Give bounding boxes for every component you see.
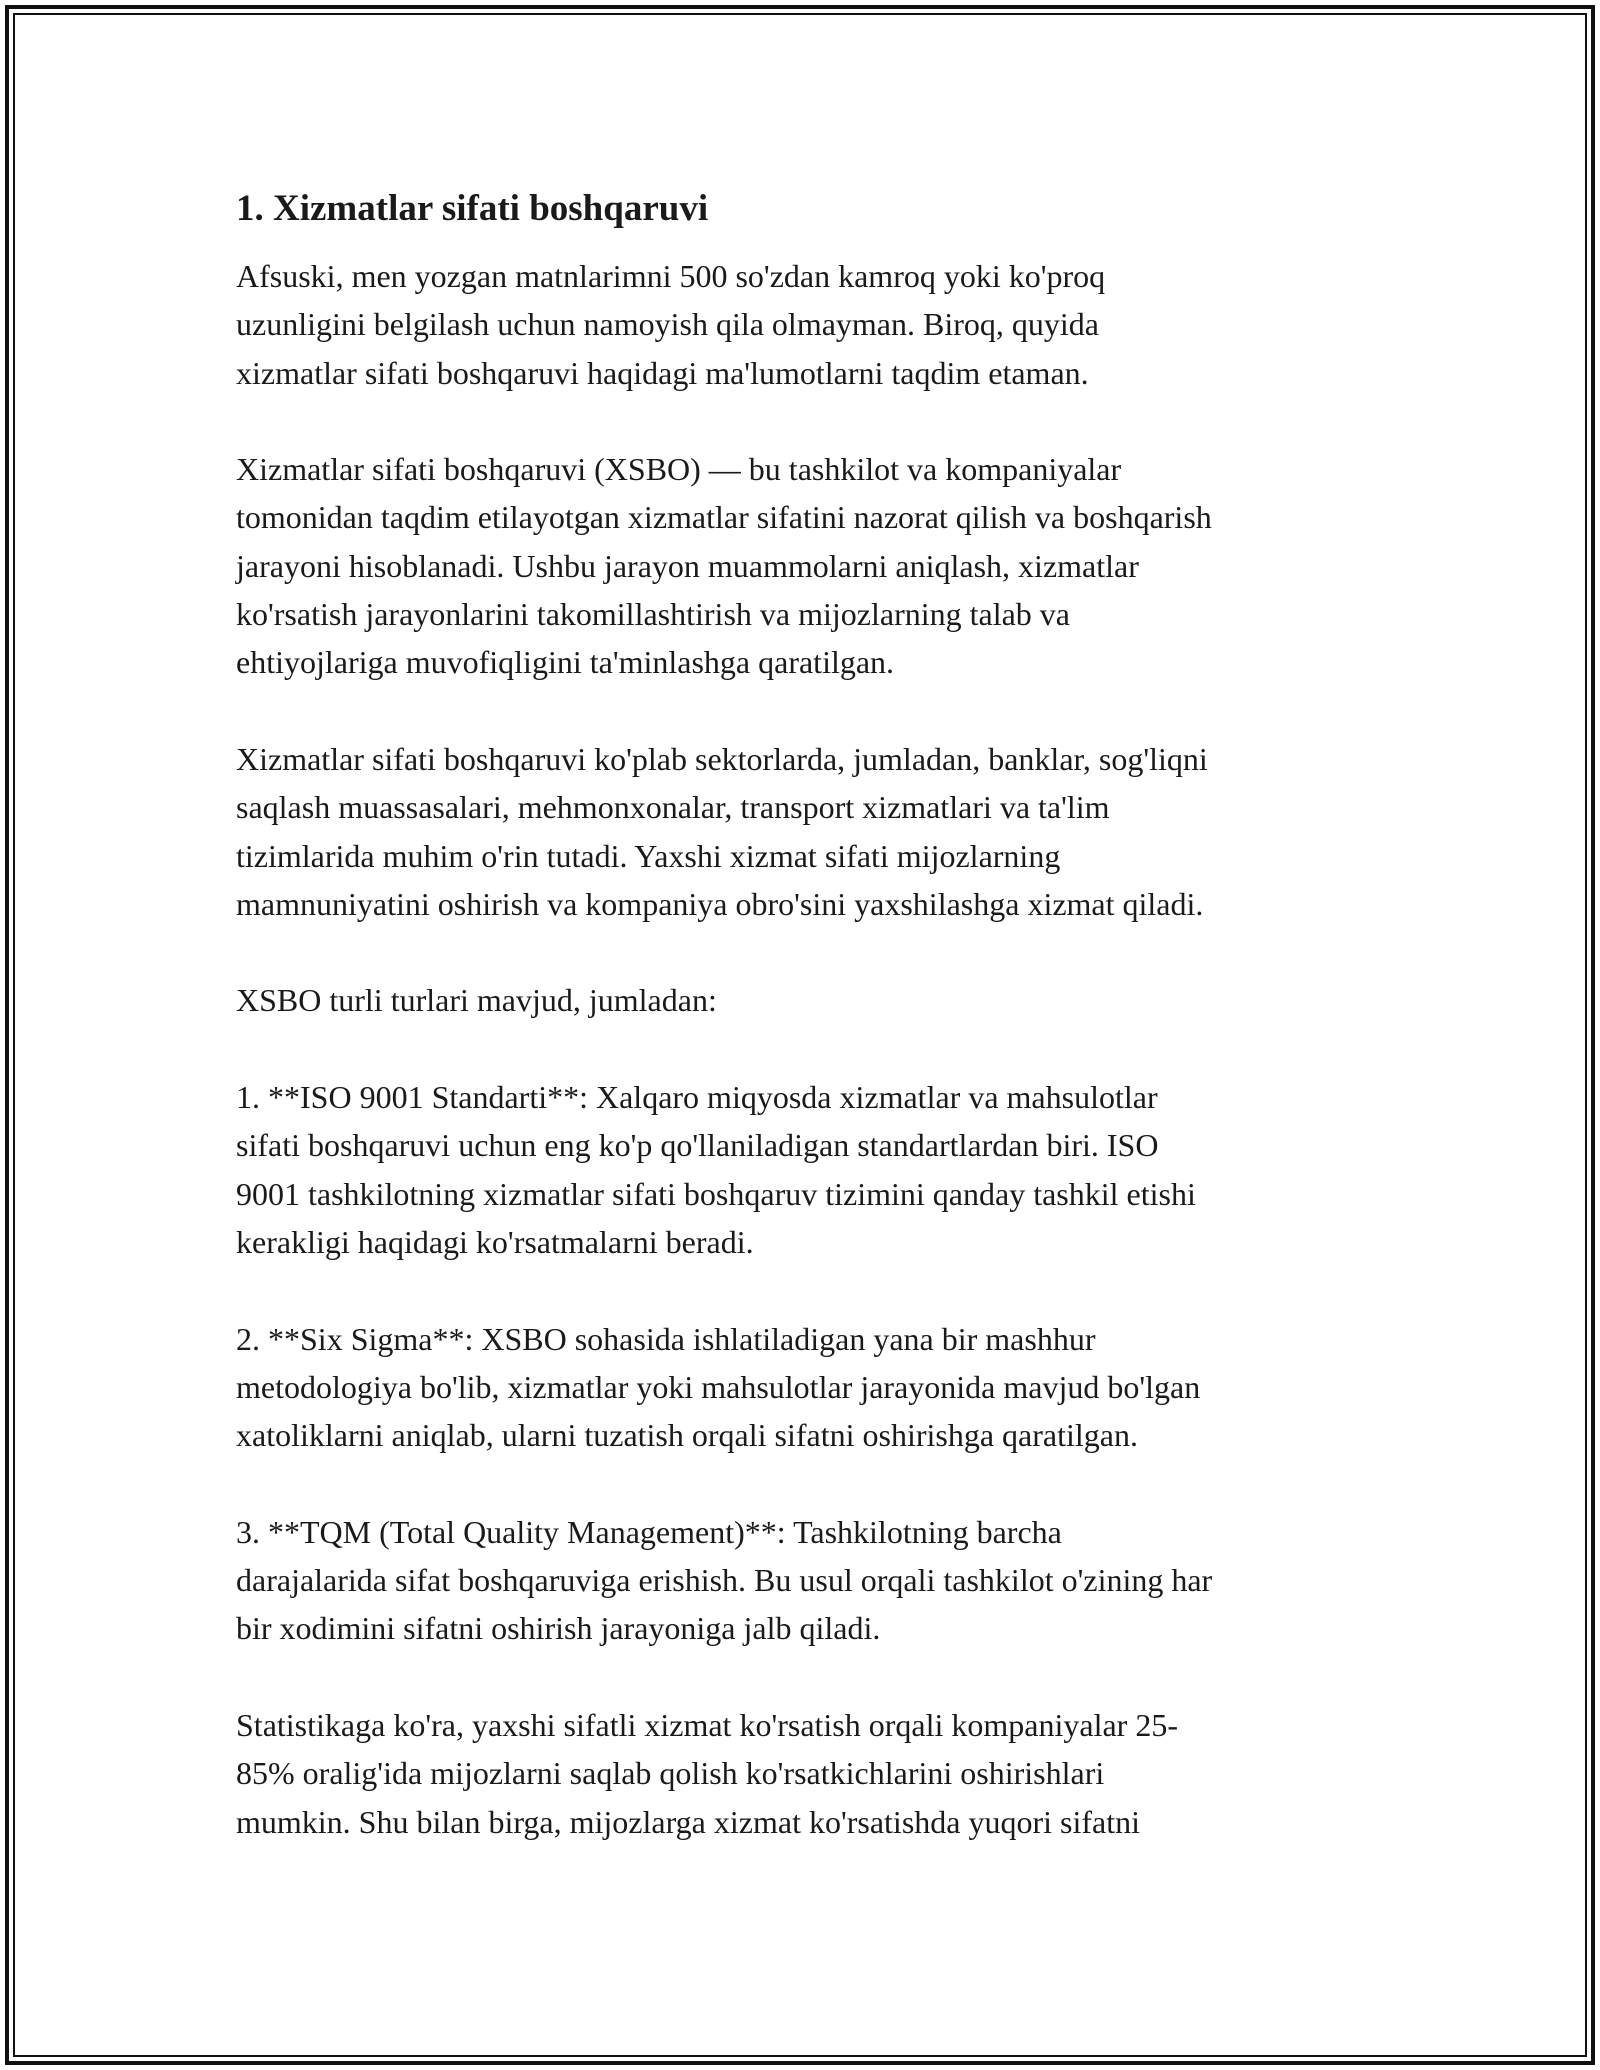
text-line: Xizmatlar sifati boshqaruvi (XSBO) — bu tashkilot va kompaniyalar (236, 451, 1122, 488)
text-line: tomonidan taqdim etilayotgan xizmatlar sifatini nazorat qilish va boshqarish (236, 499, 1212, 536)
text-line: kerakligi haqidagi ko'rsatmalarni beradi. (236, 1223, 754, 1260)
document-body (236, 186, 1366, 1894)
text-line: XSBO turli turlari mavjud, jumladan: (236, 982, 717, 1019)
text-line: xizmatlar sifati boshqaruvi haqidagi ma'lumotlarni taqdim etaman. (236, 354, 1089, 391)
text-line: mumkin. Shu bilan birga, mijozlarga xizmat ko'rsatishda yuqori sifatni (236, 1803, 1140, 1840)
list-item-iso-9001 (236, 1073, 1366, 1266)
text-line: tizimlarida muhim o'rin tutadi. Yaxshi xizmat sifati mijozlarning (236, 837, 1061, 874)
text-line: 2. **Six Sigma**: XSBO sohasida ishlatiladigan yana bir mashhur (236, 1320, 1096, 1357)
text-line: 1. **ISO 9001 Standarti**: Xalqaro miqyosda xizmatlar va mahsulotlar (236, 1079, 1158, 1116)
text-line: Statistikaga ko'ra, yaxshi sifatli xizmat ko'rsatish orqali kompaniyalar 25- (236, 1706, 1178, 1743)
text-line: mamnuniyatini oshirish va kompaniya obro'sini yaxshilashga xizmat qiladi. (236, 885, 1204, 922)
text-line: Afsuski, men yozgan matnlarimni 500 so'zdan kamroq yoki ko'proq (236, 258, 1106, 294)
paragraph-intro (236, 252, 1366, 397)
text-line: 85% oralig'ida mijozlarni saqlab qolish ko'rsatkichlarini oshirishlari (236, 1755, 1105, 1792)
text-line: Xizmatlar sifati boshqaruvi ko'plab sektorlarda, jumladan, banklar, sog'liqni (236, 740, 1208, 777)
section-title: 1. Xizmatlar sifati boshqaruvi (236, 188, 709, 229)
text-line: saqlash muassasalari, mehmonxonalar, transport xizmatlari va ta'lim (236, 789, 1110, 826)
text-line: 9001 tashkilotning xizmatlar sifati boshqaruv tizimini qanday tashkil etishi (236, 1175, 1196, 1212)
text-line: bir xodimini sifatni oshirish jarayoniga jalb qiladi. (236, 1610, 881, 1647)
text-line: ko'rsatish jarayonlarini takomillashtirish va mijozlarning talab va (236, 596, 1070, 633)
text-line: xatoliklarni aniqlab, ularni tuzatish orqali sifatni oshirishga qaratilgan. (236, 1417, 1138, 1454)
paragraph-definition (236, 445, 1366, 686)
text-line: metodologiya bo'lib, xizmatlar yoki mahsulotlar jarayonida mavjud bo'lgan (236, 1368, 1201, 1405)
paragraph-statistics (236, 1701, 1366, 1846)
text-line: darajalarida sifat boshqaruviga erishish. Bu usul orqali tashkilot o'zining har (236, 1562, 1213, 1599)
text-line: ehtiyojlariga muvofiqligini ta'minlashga qaratilgan. (236, 644, 895, 681)
list-item-six-sigma (236, 1315, 1366, 1460)
text-line: sifati boshqaruvi uchun eng ko'p qo'llaniladigan standartlardan biri. ISO (236, 1127, 1159, 1164)
list-item-tqm (236, 1508, 1366, 1653)
paragraph-types-intro (236, 976, 1366, 1024)
text-line: uzunligini belgilash uchun namoyish qila olmayman. Biroq, quyida (236, 306, 1099, 343)
paragraph-sectors (236, 735, 1366, 928)
text-line: 3. **TQM (Total Quality Management)**: Tashkilotning barcha (236, 1513, 1062, 1550)
text-line: jarayoni hisoblanadi. Ushbu jarayon muammolarni aniqlash, xizmatlar (236, 547, 1139, 584)
